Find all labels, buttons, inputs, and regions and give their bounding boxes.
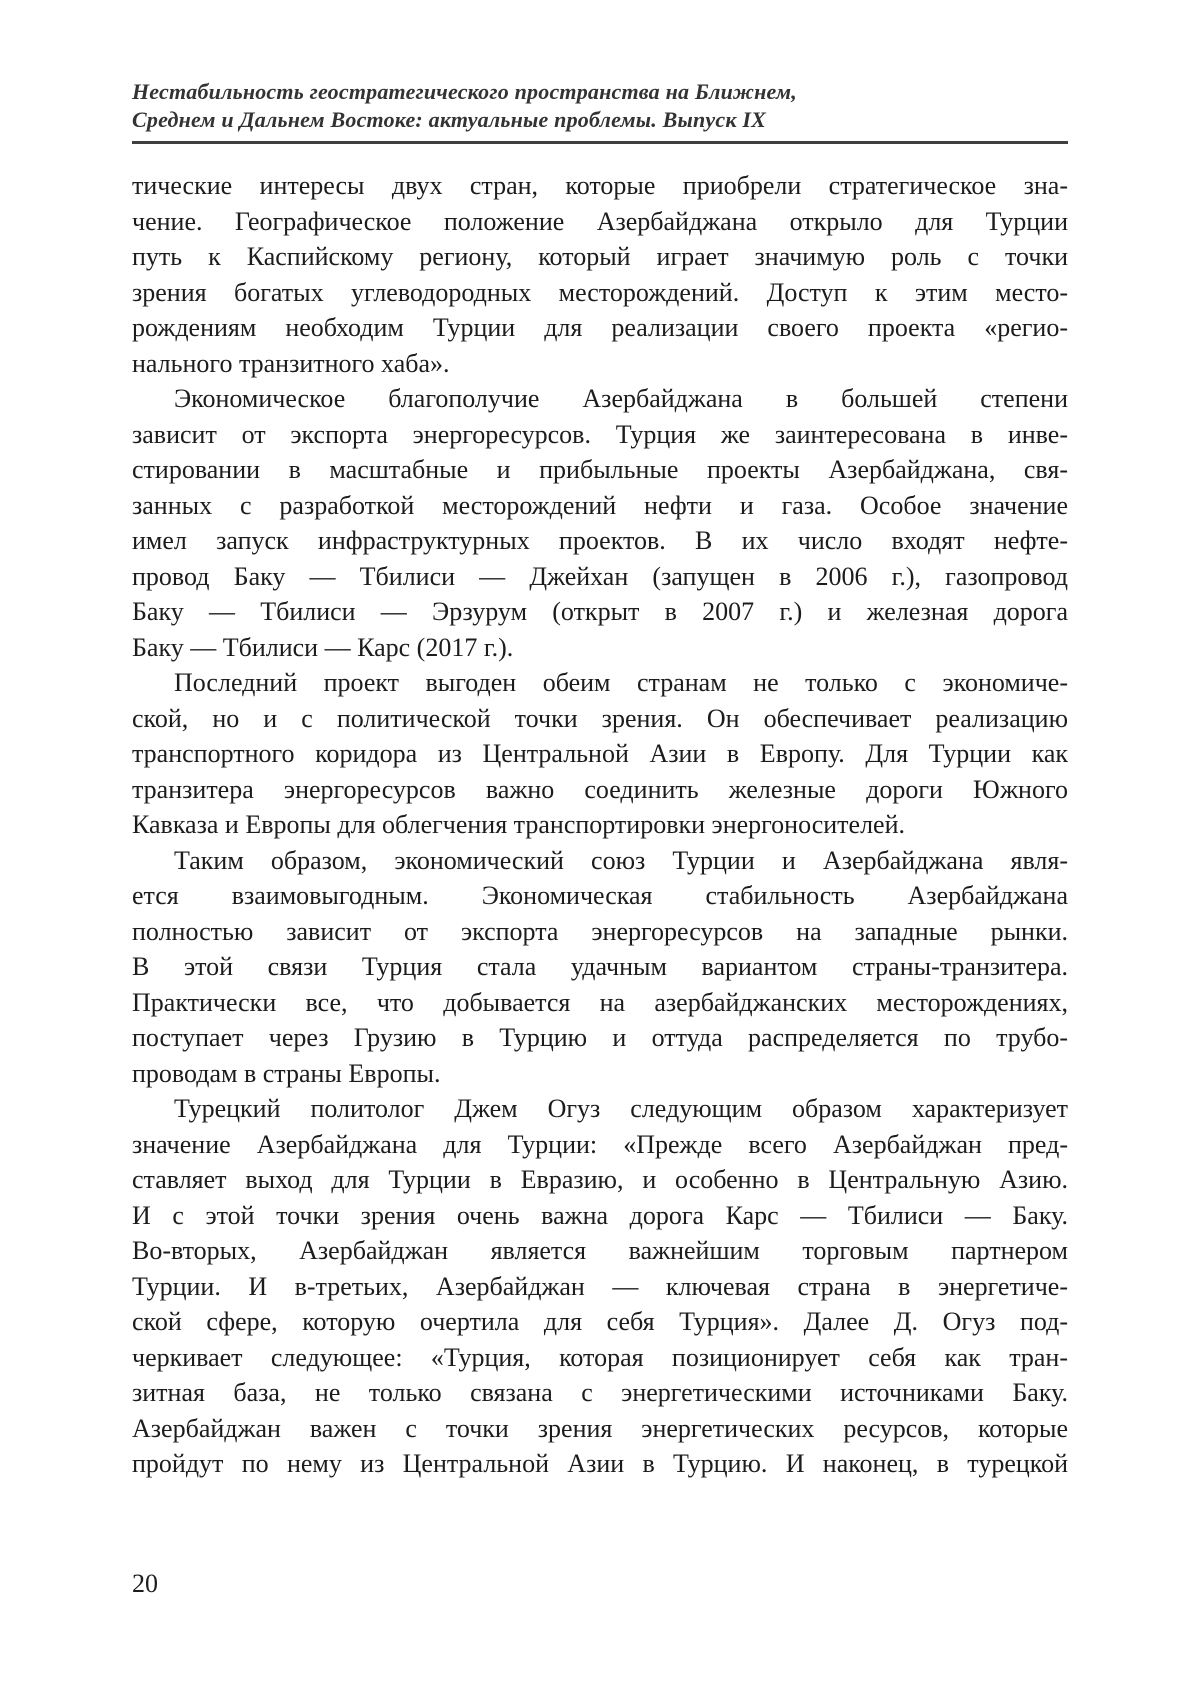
text-line: тические интересы двух стран, которые приобрели стратегическое зна- [132,171,1068,200]
text-line: нального транзитного хаба». [132,348,450,378]
text-line: И с этой точки зрения очень важна дорога Карс — Тбилиси — Баку. [132,1200,1068,1230]
text-line: Во-вторых, Азербайджан является важнейшим торговым партнером [132,1236,1068,1265]
text-line: полностью зависит от экспорта энергоресурсов на западные рынки. [132,916,1068,946]
running-header-line-1: Нестабильность геостратегического пространства на Ближнем, [132,79,797,104]
text-line: В этой связи Турция стала удачным вариантом страны-транзитера. [132,952,1068,981]
text-line: ской сфере, которую очертила для себя Турция». Далее Д. Огуз под- [132,1307,1068,1336]
text-line: ставляет выход для Турции в Евразию, и особенно в Центральную Азию. [132,1165,1068,1194]
text-line: Турции. И в-третьих, Азербайджан — ключевая страна в энергетиче- [132,1271,1068,1301]
text-line: зрения богатых углеводородных месторождений. Доступ к этим место- [132,277,1068,307]
text-line: транспортного коридора из Центральной Азии в Европу. Для Турции как [132,739,1068,768]
text-line: черкивает следующее: «Турция, которая позиционирует себя как тран- [132,1342,1068,1372]
text-line: провод Баку — Тбилиси — Джейхан (запущен в 2006 г.), газопровод [132,561,1068,591]
text-line: транзитера энергоресурсов важно соединить железные дороги Южного [132,774,1068,804]
text-line: имел запуск инфраструктурных проектов. В их число входят нефте- [132,526,1068,555]
text-line: Баку — Тбилиси — Эрзурум (открыт в 2007 г.) и железная дорога [132,597,1068,626]
running-header [132,78,1068,144]
page-number: 20 [132,1569,158,1598]
text-line: занных с разработкой месторождений нефти и газа. Особое значение [132,490,1068,520]
text-line: путь к Каспийскому региону, который играет значимую роль с точки [132,242,1068,271]
text-line: чение. Географическое положение Азербайджана открыло для Турции [132,206,1068,236]
text-line: поступает через Грузию в Турцию и оттуда распределяется по трубо- [132,1023,1068,1052]
text-line: пройдут по нему из Центральной Азии в Турцию. И наконец, в турецкой [132,1449,1068,1478]
text-line: значение Азербайджана для Турции: «Прежде всего Азербайджан пред- [132,1129,1068,1159]
text-line: Экономическое благополучие Азербайджана в большей степени [174,384,1068,413]
text-line: зависит от экспорта энергоресурсов. Турция же заинтересована в инве- [132,419,1068,449]
text-line: рождениям необходим Турции для реализации своего проекта «регио- [132,313,1068,342]
text-line: проводам в страны Европы. [132,1058,441,1088]
header-rule [132,141,1068,144]
text-line: Практически все, что добывается на азербайджанских месторождениях, [132,987,1068,1017]
text-line: Таким образом, экономический союз Турции и Азербайджана явля- [174,845,1068,875]
text-line: стировании в масштабные и прибыльные проекты Азербайджана, свя- [132,455,1068,484]
text-line: Турецкий политолог Джем Огуз следующим образом характеризует [174,1094,1068,1123]
text-line: Азербайджан важен с точки зрения энергетических ресурсов, которые [132,1413,1068,1443]
text-line: Баку — Тбилиси — Карс (2017 г.). [132,632,514,662]
text-line: зитная база, не только связана с энергетическими источниками Баку. [132,1378,1068,1407]
running-header-line-2: Среднем и Дальнем Востоке: актуальные проблемы. Выпуск IX [132,107,767,132]
page-body [132,168,1068,1482]
text-line: Последний проект выгоден обеим странам не только с экономиче- [174,668,1068,697]
text-line: Кавказа и Европы для облегчения транспортировки энергоносителей. [132,810,906,839]
text-line: ской, но и с политической точки зрения. Он обеспечивает реализацию [132,703,1068,733]
text-line: ется взаимовыгодным. Экономическая стабильность Азербайджана [132,881,1068,910]
